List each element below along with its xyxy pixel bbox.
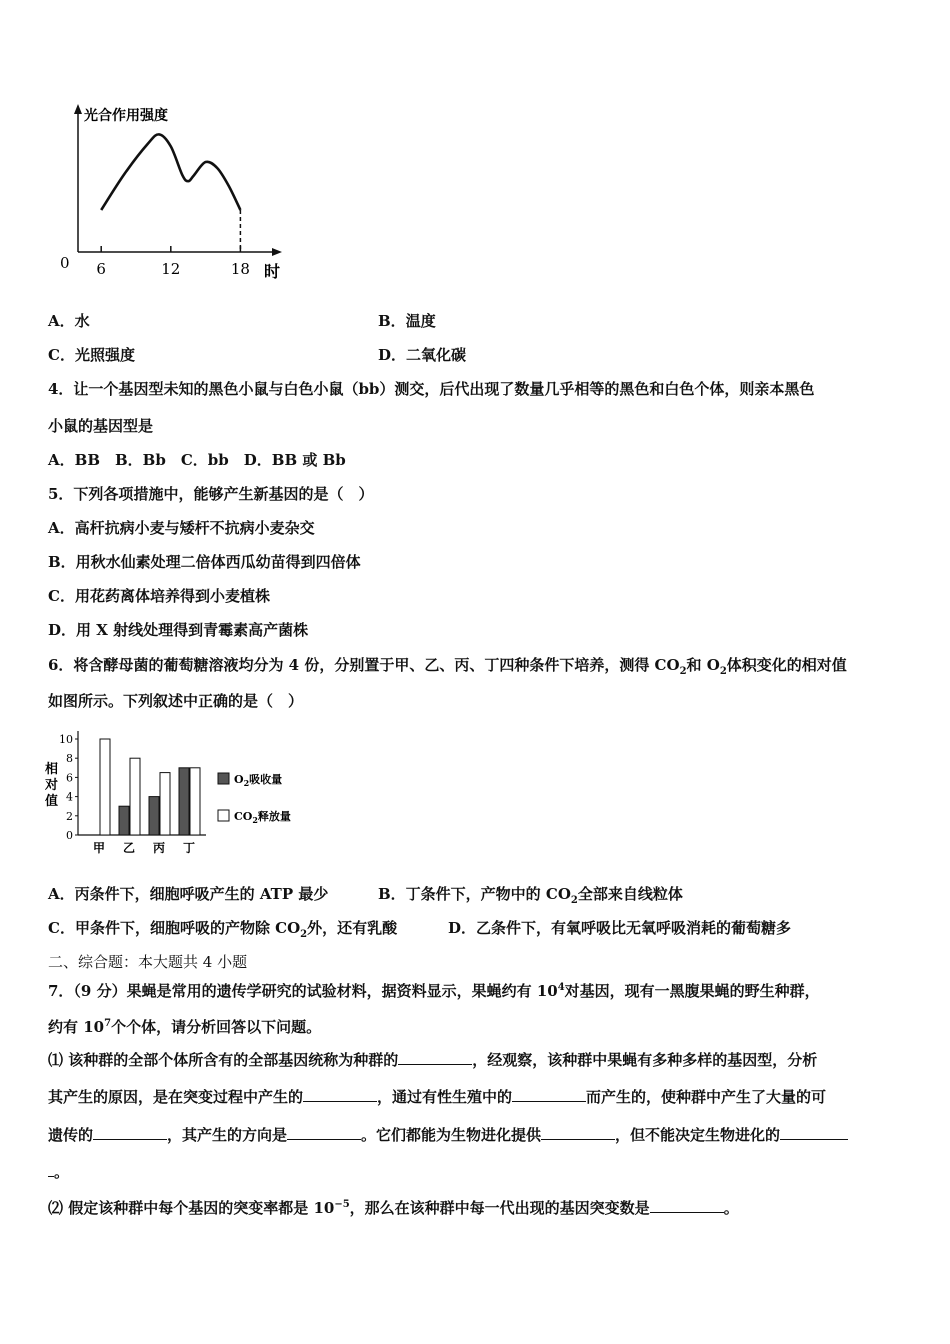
q6-option-b: B．丁条件下，产物中的 $CO_2$全部来自线粒体 (378, 885, 683, 906)
q7-part1-line4: 。 (48, 1162, 69, 1182)
y-tick-label: 10 (59, 733, 73, 746)
answer-blank[interactable] (512, 1087, 586, 1102)
q4-stem-line2: 小鼠的基因型是 (48, 417, 154, 435)
legend-co2-label: $CO_2$释放量 (234, 810, 291, 825)
q3-option-a: A．水 (48, 312, 90, 330)
bar-o2-1 (119, 806, 129, 835)
legend-o2-label: $O_2$吸收量 (234, 773, 283, 788)
bar-co2-3 (190, 768, 200, 835)
answer-blank[interactable] (303, 1087, 377, 1102)
q6-option-a: A．丙条件下，细胞呼吸产生的 ATP 最少 (48, 885, 329, 903)
y-axis-label: 光合作用强度 (84, 108, 168, 124)
q4-options: A．BB B．Bb C．bb D．BB 或 Bb (48, 451, 346, 469)
bar-o2-3 (179, 768, 189, 835)
q5-stem: 5．下列各项措施中，能够产生新基因的是（ ） (48, 485, 374, 503)
x-axis-label: 时 (264, 262, 281, 281)
category-label: 甲 (92, 841, 106, 855)
q3-option-c: C．光照强度 (48, 346, 135, 364)
answer-blank[interactable] (650, 1198, 724, 1213)
photosynthesis-chart (50, 100, 300, 285)
y-axis-label: 相对值 (45, 762, 59, 809)
q5-option-a: A．高杆抗病小麦与矮杆不抗病小麦杂交 (48, 519, 315, 537)
origin-label: 0 (60, 254, 70, 272)
q5-option-b: B．用秋水仙素处理二倍体西瓜幼苗得到四倍体 (48, 553, 361, 571)
q7-part1-line1: ⑴ 该种群的全部个体所含有的全部基因统称为种群的 ，经观察，该种群中果蝇有多种多样的基因型，分析 (48, 1051, 818, 1069)
category-label: 丁 (182, 841, 196, 855)
answer-blank[interactable] (541, 1125, 615, 1140)
q6-option-d: D．乙条件下，有氧呼吸比无氧呼吸消耗的葡萄糖多 (448, 919, 792, 937)
answer-blank[interactable] (287, 1125, 361, 1140)
legend-o2-swatch (218, 773, 229, 784)
bar-o2-2 (149, 797, 159, 835)
y-tick-label: 0 (66, 829, 73, 842)
category-label: 乙 (122, 841, 136, 855)
q4-stem-line1: 4．让一个基因型未知的黑色小鼠与白色小鼠（bb）测交，后代出现了数量几乎相等的黑色和白色个体，则亲本黑色 (48, 380, 815, 398)
y-tick-label: 2 (66, 809, 73, 823)
y-tick-label: 8 (66, 752, 73, 766)
q6-stem-line1: 6．将含酵母菌的葡萄糖溶液均分为 4 份，分别置于甲、乙、丙、丁四种条件下培养，测得 $CO_2$和 $O_2$体积变化的相对值 (48, 656, 847, 677)
q5-option-d: D．用 X 射线处理得到青霉素高产菌株 (48, 621, 309, 639)
q6-option-c: C．甲条件下，细胞呼吸的产物除 $CO_2$外，还有乳酸 (48, 919, 398, 940)
category-label: 丙 (152, 841, 166, 855)
x-tick-label: 18 (230, 260, 250, 278)
bar-co2-2 (160, 773, 170, 835)
q7-stem-line1: 7．（9 分）果蝇是常用的遗传学研究的试验材料，据资料显示，果蝇约有 $10^4$对基因，现有一黑腹果蝇的野生种群， (48, 982, 820, 1000)
q3-option-b: B．温度 (378, 312, 436, 330)
legend-co2-swatch (218, 810, 229, 821)
q7-stem-line2: 约有 $10^7$个个体，请分析回答以下问题。 (48, 1018, 322, 1036)
respiration-bar-chart (40, 725, 310, 860)
q6-stem-line2: 如图所示。下列叙述中正确的是（ ） (48, 692, 304, 710)
section-title: 二、综合题：本大题共 4 小题 (48, 953, 248, 971)
bar-co2-0 (100, 739, 110, 835)
answer-blank[interactable] (93, 1125, 167, 1140)
q3-option-d: D．二氧化碳 (378, 346, 467, 364)
y-tick-label: 4 (66, 790, 73, 804)
x-axis-arrow (272, 248, 282, 256)
bar-co2-1 (130, 758, 140, 835)
q7-part1-line2: 其产生的原因，是在突变过程中产生的 ，通过有性生殖中的 而产生的，使种群中产生了大量的可 (48, 1088, 827, 1106)
answer-blank[interactable] (780, 1125, 848, 1140)
y-tick-label: 6 (66, 771, 73, 785)
x-tick-label: 6 (96, 260, 106, 278)
y-axis-arrow (74, 104, 82, 114)
q7-part1-line3: 遗传的 ，其产生的方向是 。它们都能为生物进化提供 ，但不能决定生物进化的 (48, 1125, 848, 1145)
x-tick-label: 12 (161, 260, 181, 278)
answer-blank[interactable] (398, 1050, 472, 1065)
curve-line (101, 134, 240, 210)
q5-option-c: C．用花药离体培养得到小麦植株 (48, 587, 270, 605)
q7-part2: ⑵ 假定该种群中每个基因的突变率都是 $10^{-5}$，那么在该种群中每一代出现的基因突变数是 。 (48, 1199, 739, 1217)
